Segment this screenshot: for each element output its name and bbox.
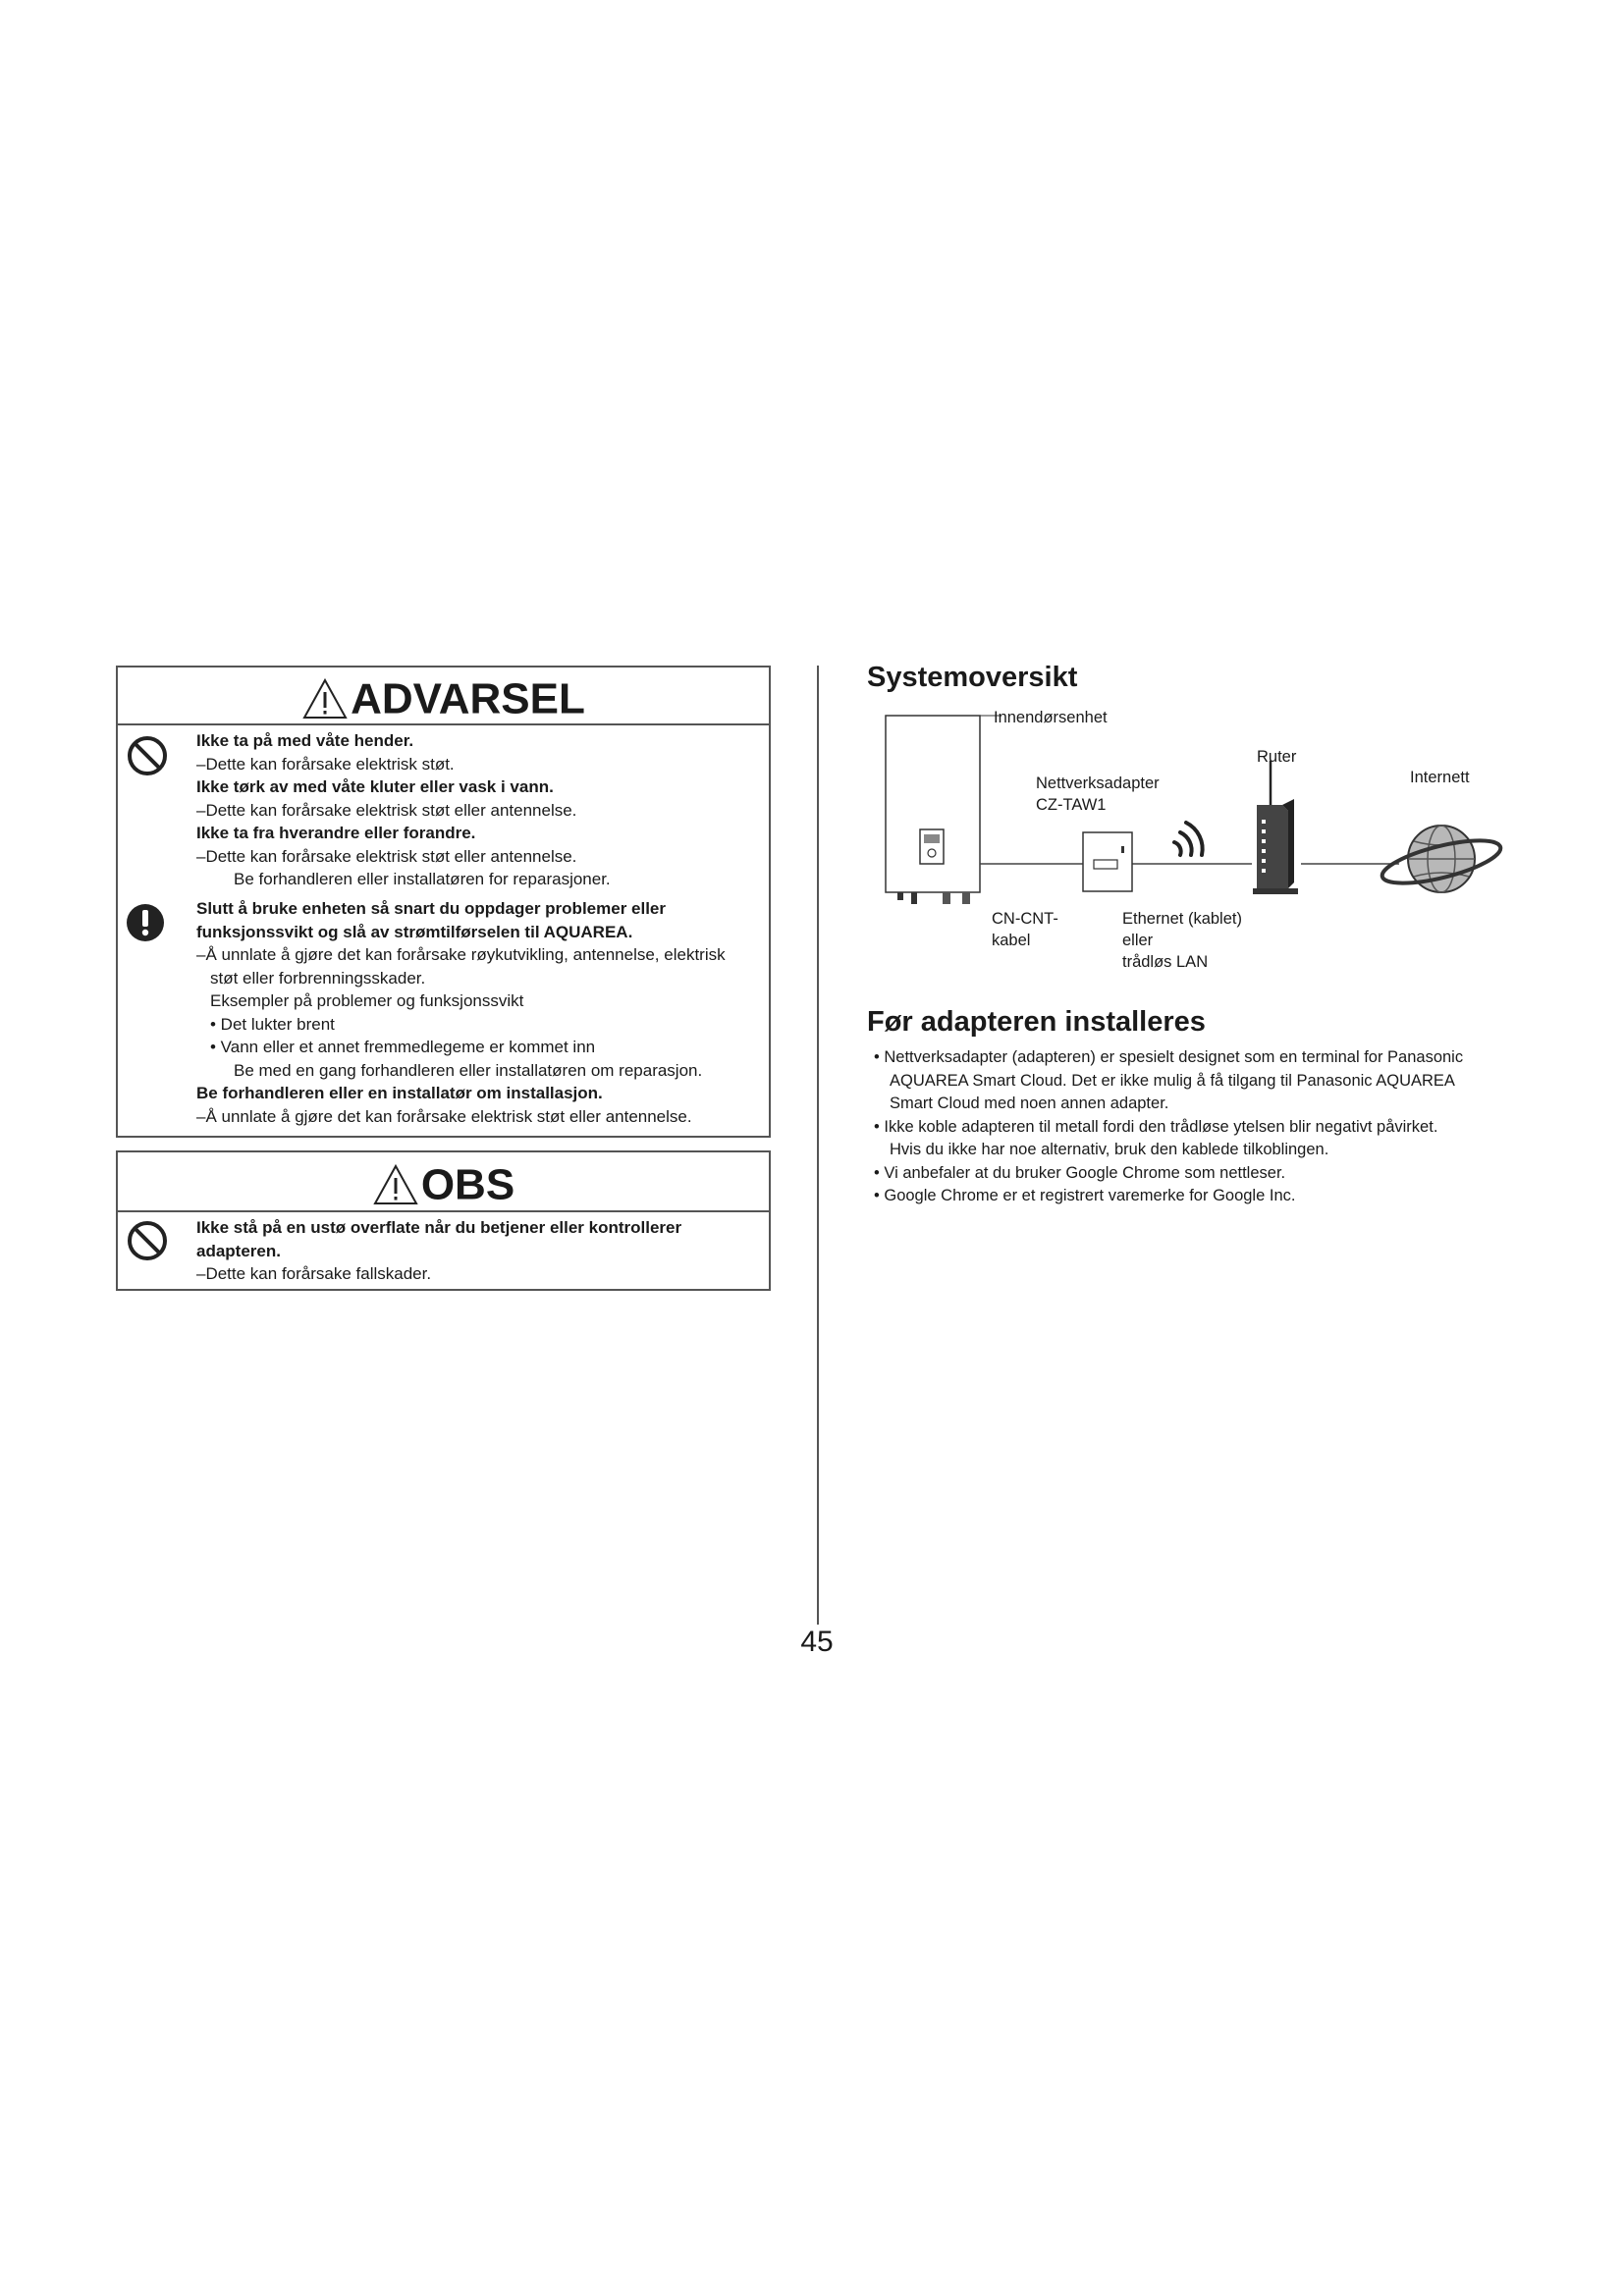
label-line: Ethernet (kablet) [1122, 910, 1242, 928]
list-item: • Nettverksadapter (adapteren) er spesielt designet som en terminal for Panasonic [874, 1048, 1464, 1066]
prohibition-icon [126, 734, 169, 777]
mandatory-action-icon [126, 903, 165, 942]
system-overview-title: Systemoversikt [867, 662, 1078, 693]
globe-icon [1379, 826, 1504, 892]
warning-line: Eksempler på problemer og funksjonssvikt [210, 991, 524, 1010]
list-item-continuation: Hvis du ikke har noe alternativ, bruk den kablede tilkoblingen. [890, 1141, 1329, 1158]
system-diagram [864, 702, 1551, 987]
caution-text [196, 1216, 681, 1286]
warning-section-1 [196, 729, 611, 891]
caution-box [116, 1150, 771, 1291]
label-network-adapter [1036, 773, 1160, 816]
warning-title: ADVARSEL [351, 674, 585, 723]
caution-line: Ikke stå på en ustø overflate når du betjener eller kontrollerer [196, 1218, 682, 1237]
column-divider [817, 666, 819, 1625]
label-line: trådløs LAN [1122, 953, 1209, 971]
warning-line: Slutt å bruke enheten så snart du oppdager problemer eller [196, 899, 667, 918]
label-line: kabel [992, 932, 1031, 949]
warning-triangle-icon [301, 677, 349, 721]
page-number: 45 [800, 1626, 834, 1658]
warning-line: –Å unnlate å gjøre det kan forårsake røykutvikling, antennelse, elektrisk [196, 945, 726, 964]
list-item: • Ikke koble adapteren til metall fordi den trådløse ytelsen blir negativt påvirket. [874, 1117, 1438, 1136]
warning-line: • Vann eller et annet fremmedlegeme er kommet inn [210, 1038, 596, 1056]
before-install-list [874, 1046, 1463, 1208]
label-router: Ruter [1257, 748, 1297, 766]
warning-line: Ikke ta fra hverandre eller forandre. [196, 824, 476, 842]
label-line: eller [1122, 932, 1154, 949]
warning-line: –Dette kan forårsake elektrisk støt. [196, 754, 455, 774]
list-item-continuation: AQUAREA Smart Cloud. Det er ikke mulig å få tilgang til Panasonic AQUAREA [890, 1071, 1455, 1090]
label-internet: Internett [1410, 769, 1470, 786]
warning-section-2 [196, 897, 726, 1128]
label-indoor-unit: Innendørsenhet [994, 709, 1108, 726]
caution-line: –Dette kan forårsake fallskader. [196, 1264, 432, 1283]
warning-line: Ikke ta på med våte hender. [196, 731, 414, 750]
list-item: • Vi anbefaler at du bruker Google Chrome som nettleser. [874, 1163, 1286, 1182]
warning-triangle-icon [372, 1163, 419, 1206]
warning-line: Be med en gang forhandleren eller installatøren om reparasjon. [234, 1060, 703, 1080]
label-line: CZ-TAW1 [1036, 796, 1107, 814]
warning-line: støt eller forbrenningsskader. [210, 968, 426, 988]
wifi-icon [1174, 823, 1203, 855]
warning-line: –Dette kan forårsake elektrisk støt eller antennelse. [196, 846, 577, 866]
warning-line: funksjonssvikt og slå av strømtilførselen til AQUAREA. [196, 922, 633, 941]
warning-line: –Å unnlate å gjøre det kan forårsake elektrisk støt eller antennelse. [196, 1106, 692, 1126]
caution-line: adapteren. [196, 1241, 281, 1260]
label-line: CN-CNT- [992, 910, 1058, 928]
caution-title: OBS [420, 1160, 515, 1209]
caution-header [118, 1152, 769, 1212]
list-item-continuation: Smart Cloud med noen annen adapter. [890, 1095, 1169, 1112]
warning-line: Be forhandleren eller en installatør om installasjon. [196, 1084, 603, 1102]
list-item: • Google Chrome er et registrert varemerke for Google Inc. [874, 1187, 1296, 1204]
prohibition-icon [126, 1219, 169, 1262]
label-cable [992, 908, 1058, 951]
warning-box [116, 666, 771, 1138]
warning-header [118, 667, 769, 725]
warning-line: Ikke tørk av med våte kluter eller vask i vann. [196, 777, 554, 796]
label-connection [1122, 908, 1242, 973]
warning-line: Be forhandleren eller installatøren for reparasjoner. [234, 870, 611, 888]
label-line: Nettverksadapter [1036, 774, 1160, 792]
before-install-title: Før adapteren installeres [867, 1006, 1206, 1038]
warning-line: • Det lukter brent [210, 1014, 335, 1034]
warning-line: –Dette kan forårsake elektrisk støt eller antennelse. [196, 800, 577, 820]
